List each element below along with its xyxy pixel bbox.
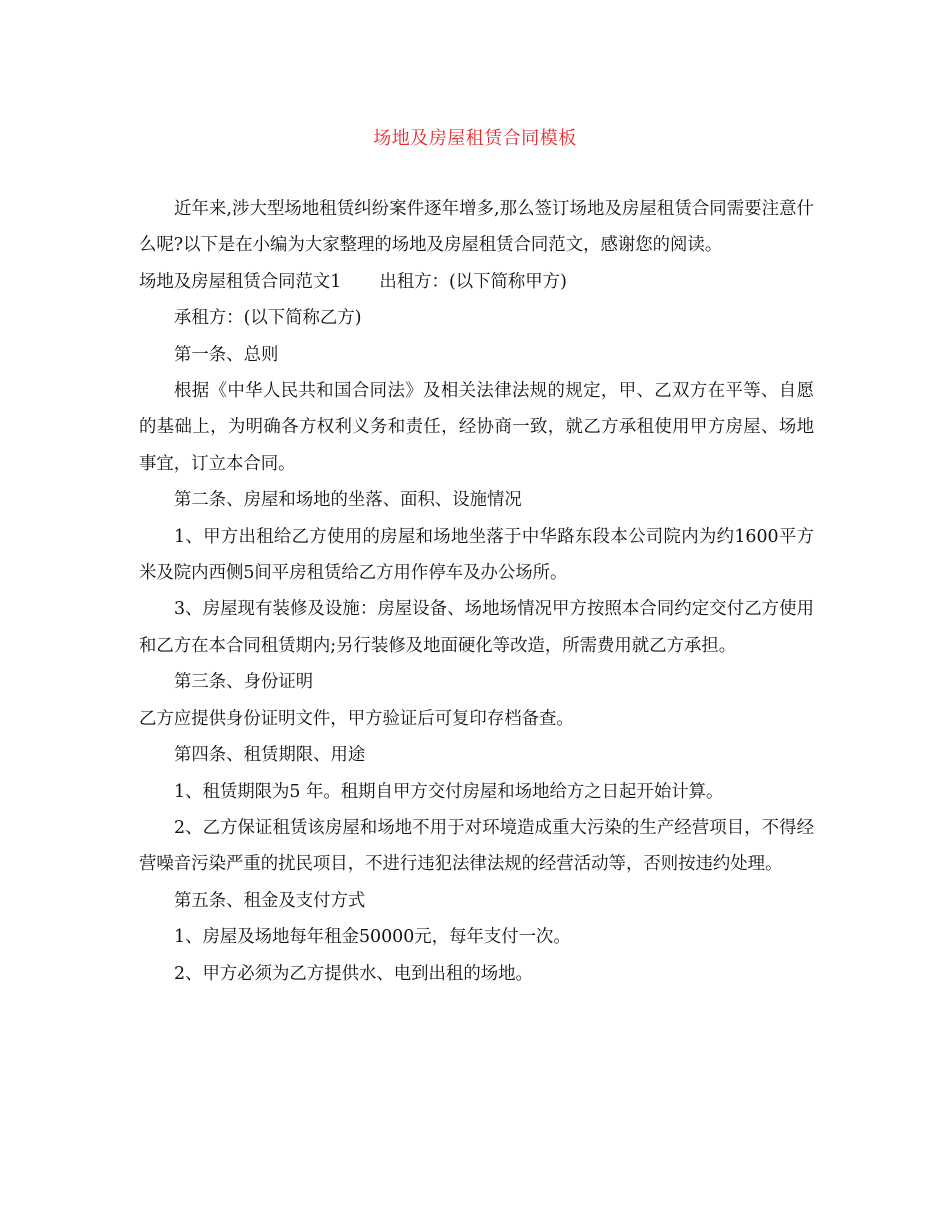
article-3-title: 第三条、身份证明 [174, 672, 314, 693]
article-2-title: 第二条、房屋和场地的坐落、面积、设施情况 [174, 490, 522, 511]
sample-heading: 场地及房屋租赁合同范文1 [139, 271, 342, 292]
article-4-item-1: 1、租赁期限为5 年。租期自甲方交付房屋和场地给方之日起开始计算。 [174, 781, 724, 802]
lessor-line: 出租方：(以下简称甲方) [379, 271, 567, 292]
article-1-text: 根据《中华人民共和国合同法》及相关法律法规的规定，甲、乙双方在平等、自愿的基础上，为明确各方权利义务和责任，经协商一致，就乙方承租使用甲方房屋、场地事宜，订立本合同。 [139, 381, 814, 474]
document-title: 场地及房屋租赁合同模板 [373, 128, 577, 149]
lessee-line: 承租方：(以下简称乙方) [174, 308, 362, 329]
document-body [139, 191, 814, 992]
article-2-item-1: 1、甲方出租给乙方使用的房屋和场地坐落于中华路东段本公司院内为约1600平方米及院内西侧5间平房租赁给乙方用作停车及办公场所。 [139, 526, 814, 584]
article-4-item-2: 2、乙方保证租赁该房屋和场地不用于对环境造成重大污染的生产经营项目，不得经营噪音污染严重的扰民项目，不进行违犯法律法规的经营活动等，否则按违约处理。 [139, 817, 814, 875]
article-5-item-2: 2、甲方必须为乙方提供水、电到出租的场地。 [174, 963, 533, 984]
intro-paragraph: 近年来,涉大型场地租赁纠纷案件逐年增多,那么签订场地及房屋租赁合同需要注意什么呢?以下是在小编为大家整理的场地及房屋租赁合同范文，感谢您的阅读。 [139, 199, 814, 256]
article-5-title: 第五条、租金及支付方式 [174, 890, 366, 911]
article-5-item-1: 1、房屋及场地每年租金50000元，每年支付一次。 [174, 927, 571, 948]
article-2-item-3: 3、房屋现有装修及设施：房屋设备、场地场情况甲方按照本合同约定交付乙方使用和乙方在本合同租赁期内;另行装修及地面硬化等改造，所需费用就乙方承担。 [139, 599, 814, 656]
article-3-text: 乙方应提供身份证明文件，甲方验证后可复印存档备查。 [139, 708, 574, 729]
article-4-title: 第四条、租赁期限、用途 [174, 745, 366, 766]
sample-heading-line [139, 264, 814, 300]
article-1-title: 第一条、总则 [174, 344, 279, 365]
